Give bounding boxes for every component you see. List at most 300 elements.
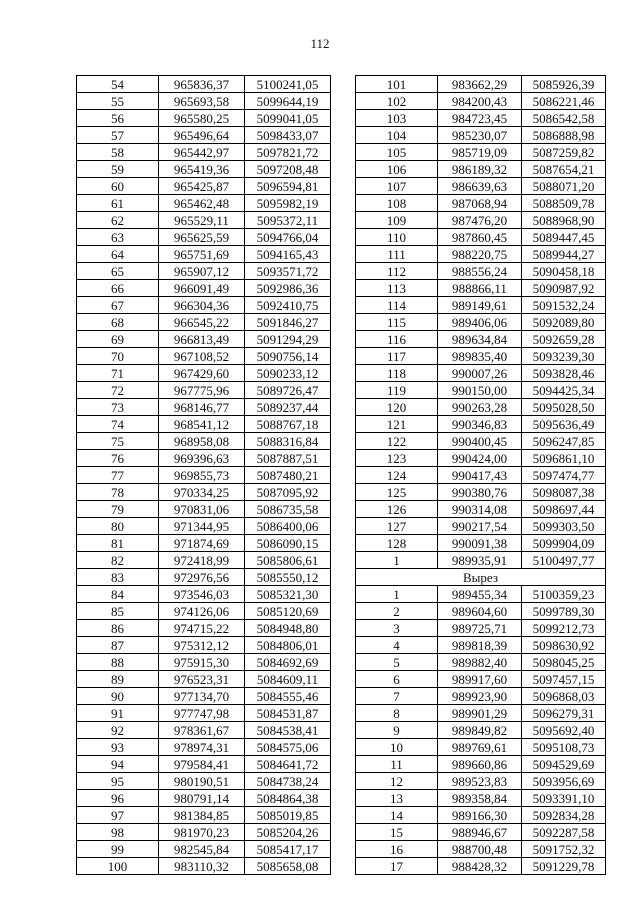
table-row <box>356 620 606 637</box>
x-coordinate-cell: 972976,56 <box>159 569 245 586</box>
point-number-cell: 106 <box>356 161 438 178</box>
table-row <box>356 76 606 93</box>
table-row <box>77 620 331 637</box>
point-number-cell: 82 <box>77 552 159 569</box>
point-number-cell: 110 <box>356 229 438 246</box>
x-coordinate-cell: 989835,40 <box>438 348 522 365</box>
y-coordinate-cell: 5085550,12 <box>245 569 331 586</box>
table-row <box>77 399 331 416</box>
point-number-cell: 111 <box>356 246 438 263</box>
point-number-cell: 113 <box>356 280 438 297</box>
point-number-cell: 56 <box>77 110 159 127</box>
x-coordinate-cell: 990346,83 <box>438 416 522 433</box>
point-number-cell: 71 <box>77 365 159 382</box>
x-coordinate-cell: 980791,14 <box>159 790 245 807</box>
point-number-cell: 77 <box>77 467 159 484</box>
y-coordinate-cell: 5091846,27 <box>245 314 331 331</box>
table-row <box>77 161 331 178</box>
x-coordinate-cell: 985230,07 <box>438 127 522 144</box>
x-coordinate-cell: 990380,76 <box>438 484 522 501</box>
y-coordinate-cell: 5095982,19 <box>245 195 331 212</box>
x-coordinate-cell: 989406,06 <box>438 314 522 331</box>
x-coordinate-cell: 985719,09 <box>438 144 522 161</box>
table-row <box>356 450 606 467</box>
table-row <box>356 858 606 875</box>
point-number-cell: 119 <box>356 382 438 399</box>
x-coordinate-cell: 965529,11 <box>159 212 245 229</box>
table-row <box>77 671 331 688</box>
table-row <box>77 229 331 246</box>
y-coordinate-cell: 5084555,46 <box>245 688 331 705</box>
point-number-cell: 101 <box>356 76 438 93</box>
x-coordinate-cell: 965419,36 <box>159 161 245 178</box>
y-coordinate-cell: 5084692,69 <box>245 654 331 671</box>
x-coordinate-cell: 982545,84 <box>159 841 245 858</box>
x-coordinate-cell: 987476,20 <box>438 212 522 229</box>
x-coordinate-cell: 989523,83 <box>438 773 522 790</box>
x-coordinate-cell: 989455,34 <box>438 586 522 603</box>
point-number-cell: 90 <box>77 688 159 705</box>
table-row <box>77 739 331 756</box>
x-coordinate-cell: 989634,84 <box>438 331 522 348</box>
point-number-cell: 99 <box>77 841 159 858</box>
y-coordinate-cell: 5085926,39 <box>522 76 606 93</box>
y-coordinate-cell: 5088509,78 <box>522 195 606 212</box>
point-number-cell: 73 <box>77 399 159 416</box>
x-coordinate-cell: 981970,23 <box>159 824 245 841</box>
table-row <box>77 807 331 824</box>
point-number-cell: 79 <box>77 501 159 518</box>
table-row <box>77 110 331 127</box>
x-coordinate-cell: 983662,29 <box>438 76 522 93</box>
x-coordinate-cell: 984200,43 <box>438 93 522 110</box>
table-row <box>77 331 331 348</box>
table-row <box>356 144 606 161</box>
y-coordinate-cell: 5086221,46 <box>522 93 606 110</box>
y-coordinate-cell: 5084538,41 <box>245 722 331 739</box>
x-coordinate-cell: 969396,63 <box>159 450 245 467</box>
point-number-cell: 125 <box>356 484 438 501</box>
y-coordinate-cell: 5098045,25 <box>522 654 606 671</box>
x-coordinate-cell: 978361,67 <box>159 722 245 739</box>
y-coordinate-cell: 5084609,11 <box>245 671 331 688</box>
x-coordinate-cell: 990091,38 <box>438 535 522 552</box>
x-coordinate-cell: 983110,32 <box>159 858 245 875</box>
y-coordinate-cell: 5084575,06 <box>245 739 331 756</box>
point-number-cell: 112 <box>356 263 438 280</box>
y-coordinate-cell: 5099789,30 <box>522 603 606 620</box>
table-row <box>77 433 331 450</box>
y-coordinate-cell: 5085321,30 <box>245 586 331 603</box>
point-number-cell: 9 <box>356 722 438 739</box>
point-number-cell: 1 <box>356 586 438 603</box>
y-coordinate-cell: 5085806,61 <box>245 552 331 569</box>
table-row <box>77 263 331 280</box>
table-row <box>356 688 606 705</box>
x-coordinate-cell: 966091,49 <box>159 280 245 297</box>
x-coordinate-cell: 965836,37 <box>159 76 245 93</box>
point-number-cell: 63 <box>77 229 159 246</box>
y-coordinate-cell: 5087480,21 <box>245 467 331 484</box>
point-number-cell: 115 <box>356 314 438 331</box>
point-number-cell: 117 <box>356 348 438 365</box>
x-coordinate-cell: 965462,48 <box>159 195 245 212</box>
y-coordinate-cell: 5097457,15 <box>522 671 606 688</box>
table-row <box>77 484 331 501</box>
y-coordinate-cell: 5085658,08 <box>245 858 331 875</box>
point-number-cell: 116 <box>356 331 438 348</box>
y-coordinate-cell: 5090756,14 <box>245 348 331 365</box>
point-number-cell: 16 <box>356 841 438 858</box>
x-coordinate-cell: 974126,06 <box>159 603 245 620</box>
x-coordinate-cell: 989166,30 <box>438 807 522 824</box>
y-coordinate-cell: 5094165,43 <box>245 246 331 263</box>
point-number-cell: 122 <box>356 433 438 450</box>
point-number-cell: 4 <box>356 637 438 654</box>
y-coordinate-cell: 5087095,92 <box>245 484 331 501</box>
x-coordinate-cell: 984723,45 <box>438 110 522 127</box>
point-number-cell: 17 <box>356 858 438 875</box>
table-row <box>356 195 606 212</box>
point-number-cell: 7 <box>356 688 438 705</box>
point-number-cell: 78 <box>77 484 159 501</box>
table-row <box>77 280 331 297</box>
table-row <box>356 824 606 841</box>
point-number-cell: 89 <box>77 671 159 688</box>
x-coordinate-cell: 969855,73 <box>159 467 245 484</box>
point-number-cell: 61 <box>77 195 159 212</box>
table-row <box>77 144 331 161</box>
x-coordinate-cell: 989901,29 <box>438 705 522 722</box>
x-coordinate-cell: 965442,97 <box>159 144 245 161</box>
point-number-cell: 105 <box>356 144 438 161</box>
x-coordinate-cell: 976523,31 <box>159 671 245 688</box>
x-coordinate-cell: 989660,86 <box>438 756 522 773</box>
point-number-cell: 123 <box>356 450 438 467</box>
point-number-cell: 120 <box>356 399 438 416</box>
table-row <box>356 399 606 416</box>
table-row <box>77 756 331 773</box>
point-number-cell: 87 <box>77 637 159 654</box>
point-number-cell: 85 <box>77 603 159 620</box>
y-coordinate-cell: 5093828,46 <box>522 365 606 382</box>
y-coordinate-cell: 5092089,80 <box>522 314 606 331</box>
point-number-cell: 15 <box>356 824 438 841</box>
x-coordinate-cell: 974715,22 <box>159 620 245 637</box>
point-number-cell: 109 <box>356 212 438 229</box>
table-row <box>77 824 331 841</box>
x-coordinate-cell: 988946,67 <box>438 824 522 841</box>
point-number-cell: 70 <box>77 348 159 365</box>
point-number-cell: 80 <box>77 518 159 535</box>
x-coordinate-cell: 988866,11 <box>438 280 522 297</box>
table-row <box>77 722 331 739</box>
table-row <box>356 314 606 331</box>
y-coordinate-cell: 5096594,81 <box>245 178 331 195</box>
y-coordinate-cell: 5095372,11 <box>245 212 331 229</box>
point-number-cell: 5 <box>356 654 438 671</box>
table-row <box>356 705 606 722</box>
point-number-cell: 98 <box>77 824 159 841</box>
table-row <box>77 212 331 229</box>
point-number-cell: 74 <box>77 416 159 433</box>
table-row <box>356 756 606 773</box>
point-number-cell: 11 <box>356 756 438 773</box>
x-coordinate-cell: 988428,32 <box>438 858 522 875</box>
y-coordinate-cell: 5086735,58 <box>245 501 331 518</box>
x-coordinate-cell: 967429,60 <box>159 365 245 382</box>
point-number-cell: 66 <box>77 280 159 297</box>
x-coordinate-cell: 989935,91 <box>438 552 522 569</box>
y-coordinate-cell: 5084738,24 <box>245 773 331 790</box>
table-row <box>77 841 331 858</box>
coordinates-table-left-body <box>77 76 331 875</box>
point-number-cell: 92 <box>77 722 159 739</box>
point-number-cell: 8 <box>356 705 438 722</box>
y-coordinate-cell: 5092986,36 <box>245 280 331 297</box>
point-number-cell: 58 <box>77 144 159 161</box>
y-coordinate-cell: 5100241,05 <box>245 76 331 93</box>
x-coordinate-cell: 990314,08 <box>438 501 522 518</box>
point-number-cell: 88 <box>77 654 159 671</box>
point-number-cell: 2 <box>356 603 438 620</box>
table-row <box>77 569 331 586</box>
x-coordinate-cell: 987068,94 <box>438 195 522 212</box>
table-row <box>356 416 606 433</box>
y-coordinate-cell: 5093956,69 <box>522 773 606 790</box>
x-coordinate-cell: 989917,60 <box>438 671 522 688</box>
y-coordinate-cell: 5086888,98 <box>522 127 606 144</box>
coordinates-table-left <box>76 75 331 875</box>
y-coordinate-cell: 5088316,84 <box>245 433 331 450</box>
y-coordinate-cell: 5098697,44 <box>522 501 606 518</box>
coordinates-table-right-body <box>356 76 606 875</box>
y-coordinate-cell: 5090233,12 <box>245 365 331 382</box>
y-coordinate-cell: 5084948,80 <box>245 620 331 637</box>
point-number-cell: 107 <box>356 178 438 195</box>
x-coordinate-cell: 979584,41 <box>159 756 245 773</box>
y-coordinate-cell: 5094425,34 <box>522 382 606 399</box>
x-coordinate-cell: 966304,36 <box>159 297 245 314</box>
x-coordinate-cell: 989604,60 <box>438 603 522 620</box>
table-row <box>77 773 331 790</box>
y-coordinate-cell: 5084806,01 <box>245 637 331 654</box>
table-row <box>356 365 606 382</box>
point-number-cell: 114 <box>356 297 438 314</box>
x-coordinate-cell: 987860,45 <box>438 229 522 246</box>
x-coordinate-cell: 967108,52 <box>159 348 245 365</box>
table-row <box>356 348 606 365</box>
y-coordinate-cell: 5091229,78 <box>522 858 606 875</box>
y-coordinate-cell: 5086400,06 <box>245 518 331 535</box>
point-number-cell: 121 <box>356 416 438 433</box>
table-row <box>356 467 606 484</box>
y-coordinate-cell: 5100359,23 <box>522 586 606 603</box>
table-row <box>356 518 606 535</box>
y-coordinate-cell: 5098630,92 <box>522 637 606 654</box>
x-coordinate-cell: 970334,25 <box>159 484 245 501</box>
table-row <box>77 586 331 603</box>
point-number-cell: 103 <box>356 110 438 127</box>
table-row <box>77 195 331 212</box>
point-number-cell: 65 <box>77 263 159 280</box>
y-coordinate-cell: 5087259,82 <box>522 144 606 161</box>
table-row <box>77 76 331 93</box>
table-row <box>356 331 606 348</box>
table-row <box>356 535 606 552</box>
point-number-cell: 127 <box>356 518 438 535</box>
x-coordinate-cell: 989149,61 <box>438 297 522 314</box>
y-coordinate-cell: 5099303,50 <box>522 518 606 535</box>
table-row <box>77 314 331 331</box>
y-coordinate-cell: 5085204,26 <box>245 824 331 841</box>
y-coordinate-cell: 5099212,73 <box>522 620 606 637</box>
x-coordinate-cell: 990424,00 <box>438 450 522 467</box>
table-row <box>356 671 606 688</box>
point-number-cell: 75 <box>77 433 159 450</box>
x-coordinate-cell: 989849,82 <box>438 722 522 739</box>
y-coordinate-cell: 5099904,09 <box>522 535 606 552</box>
point-number-cell: 67 <box>77 297 159 314</box>
x-coordinate-cell: 968541,12 <box>159 416 245 433</box>
y-coordinate-cell: 5088968,90 <box>522 212 606 229</box>
table-row <box>356 433 606 450</box>
y-coordinate-cell: 5094529,69 <box>522 756 606 773</box>
table-row <box>77 348 331 365</box>
point-number-cell: 104 <box>356 127 438 144</box>
y-coordinate-cell: 5093571,72 <box>245 263 331 280</box>
y-coordinate-cell: 5089447,45 <box>522 229 606 246</box>
table-row <box>356 297 606 314</box>
x-coordinate-cell: 990400,45 <box>438 433 522 450</box>
table-row <box>356 603 606 620</box>
y-coordinate-cell: 5085417,17 <box>245 841 331 858</box>
table-row <box>77 518 331 535</box>
point-number-cell: 100 <box>77 858 159 875</box>
y-coordinate-cell: 5087654,21 <box>522 161 606 178</box>
point-number-cell: 68 <box>77 314 159 331</box>
table-row <box>356 280 606 297</box>
table-row <box>77 552 331 569</box>
x-coordinate-cell: 965751,69 <box>159 246 245 263</box>
x-coordinate-cell: 968146,77 <box>159 399 245 416</box>
point-number-cell: 72 <box>77 382 159 399</box>
x-coordinate-cell: 968958,08 <box>159 433 245 450</box>
y-coordinate-cell: 5089726,47 <box>245 382 331 399</box>
table-row <box>356 722 606 739</box>
point-number-cell: 96 <box>77 790 159 807</box>
table-row <box>77 535 331 552</box>
x-coordinate-cell: 981384,85 <box>159 807 245 824</box>
x-coordinate-cell: 980190,51 <box>159 773 245 790</box>
x-coordinate-cell: 971874,69 <box>159 535 245 552</box>
y-coordinate-cell: 5089237,44 <box>245 399 331 416</box>
point-number-cell: 81 <box>77 535 159 552</box>
x-coordinate-cell: 965496,64 <box>159 127 245 144</box>
point-number-cell: 12 <box>356 773 438 790</box>
y-coordinate-cell: 5085120,69 <box>245 603 331 620</box>
y-coordinate-cell: 5095108,73 <box>522 739 606 756</box>
table-row <box>77 858 331 875</box>
x-coordinate-cell: 978974,31 <box>159 739 245 756</box>
y-coordinate-cell: 5093391,10 <box>522 790 606 807</box>
x-coordinate-cell: 975915,30 <box>159 654 245 671</box>
table-row <box>356 790 606 807</box>
x-coordinate-cell: 990007,26 <box>438 365 522 382</box>
table-row <box>77 705 331 722</box>
table-row <box>77 637 331 654</box>
y-coordinate-cell: 5094766,04 <box>245 229 331 246</box>
y-coordinate-cell: 5096861,10 <box>522 450 606 467</box>
point-number-cell: 118 <box>356 365 438 382</box>
table-row <box>356 501 606 518</box>
point-number-cell: 94 <box>77 756 159 773</box>
point-number-cell: 84 <box>77 586 159 603</box>
y-coordinate-cell: 5099644,19 <box>245 93 331 110</box>
y-coordinate-cell: 5100497,77 <box>522 552 606 569</box>
y-coordinate-cell: 5092287,58 <box>522 824 606 841</box>
y-coordinate-cell: 5096279,31 <box>522 705 606 722</box>
table-row <box>356 263 606 280</box>
table-row <box>77 178 331 195</box>
y-coordinate-cell: 5091532,24 <box>522 297 606 314</box>
point-number-cell: 95 <box>77 773 159 790</box>
x-coordinate-cell: 977134,70 <box>159 688 245 705</box>
point-number-cell: 108 <box>356 195 438 212</box>
x-coordinate-cell: 989818,39 <box>438 637 522 654</box>
y-coordinate-cell: 5090987,92 <box>522 280 606 297</box>
y-coordinate-cell: 5092410,75 <box>245 297 331 314</box>
table-row <box>77 467 331 484</box>
point-number-cell: 55 <box>77 93 159 110</box>
x-coordinate-cell: 990217,54 <box>438 518 522 535</box>
table-row <box>77 688 331 705</box>
table-row <box>77 450 331 467</box>
point-number-cell: 54 <box>77 76 159 93</box>
x-coordinate-cell: 988220,75 <box>438 246 522 263</box>
table-row <box>356 93 606 110</box>
point-number-cell: 91 <box>77 705 159 722</box>
y-coordinate-cell: 5096247,85 <box>522 433 606 450</box>
x-coordinate-cell: 989923,90 <box>438 688 522 705</box>
table-row <box>356 484 606 501</box>
y-coordinate-cell: 5097208,48 <box>245 161 331 178</box>
x-coordinate-cell: 989769,61 <box>438 739 522 756</box>
table-row <box>356 637 606 654</box>
point-number-cell: 14 <box>356 807 438 824</box>
point-number-cell: 69 <box>77 331 159 348</box>
table-row <box>77 654 331 671</box>
point-number-cell: 3 <box>356 620 438 637</box>
point-number-cell: 126 <box>356 501 438 518</box>
table-row <box>77 501 331 518</box>
point-number-cell: 93 <box>77 739 159 756</box>
y-coordinate-cell: 5087887,51 <box>245 450 331 467</box>
x-coordinate-cell: 966545,22 <box>159 314 245 331</box>
point-number-cell: 64 <box>77 246 159 263</box>
point-number-cell: 76 <box>77 450 159 467</box>
x-coordinate-cell: 972418,99 <box>159 552 245 569</box>
y-coordinate-cell: 5092659,28 <box>522 331 606 348</box>
y-coordinate-cell: 5088071,20 <box>522 178 606 195</box>
point-number-cell: 60 <box>77 178 159 195</box>
y-coordinate-cell: 5095636,49 <box>522 416 606 433</box>
y-coordinate-cell: 5086542,58 <box>522 110 606 127</box>
table-row <box>77 297 331 314</box>
table-row <box>356 586 606 603</box>
table-row <box>77 93 331 110</box>
y-coordinate-cell: 5092834,28 <box>522 807 606 824</box>
